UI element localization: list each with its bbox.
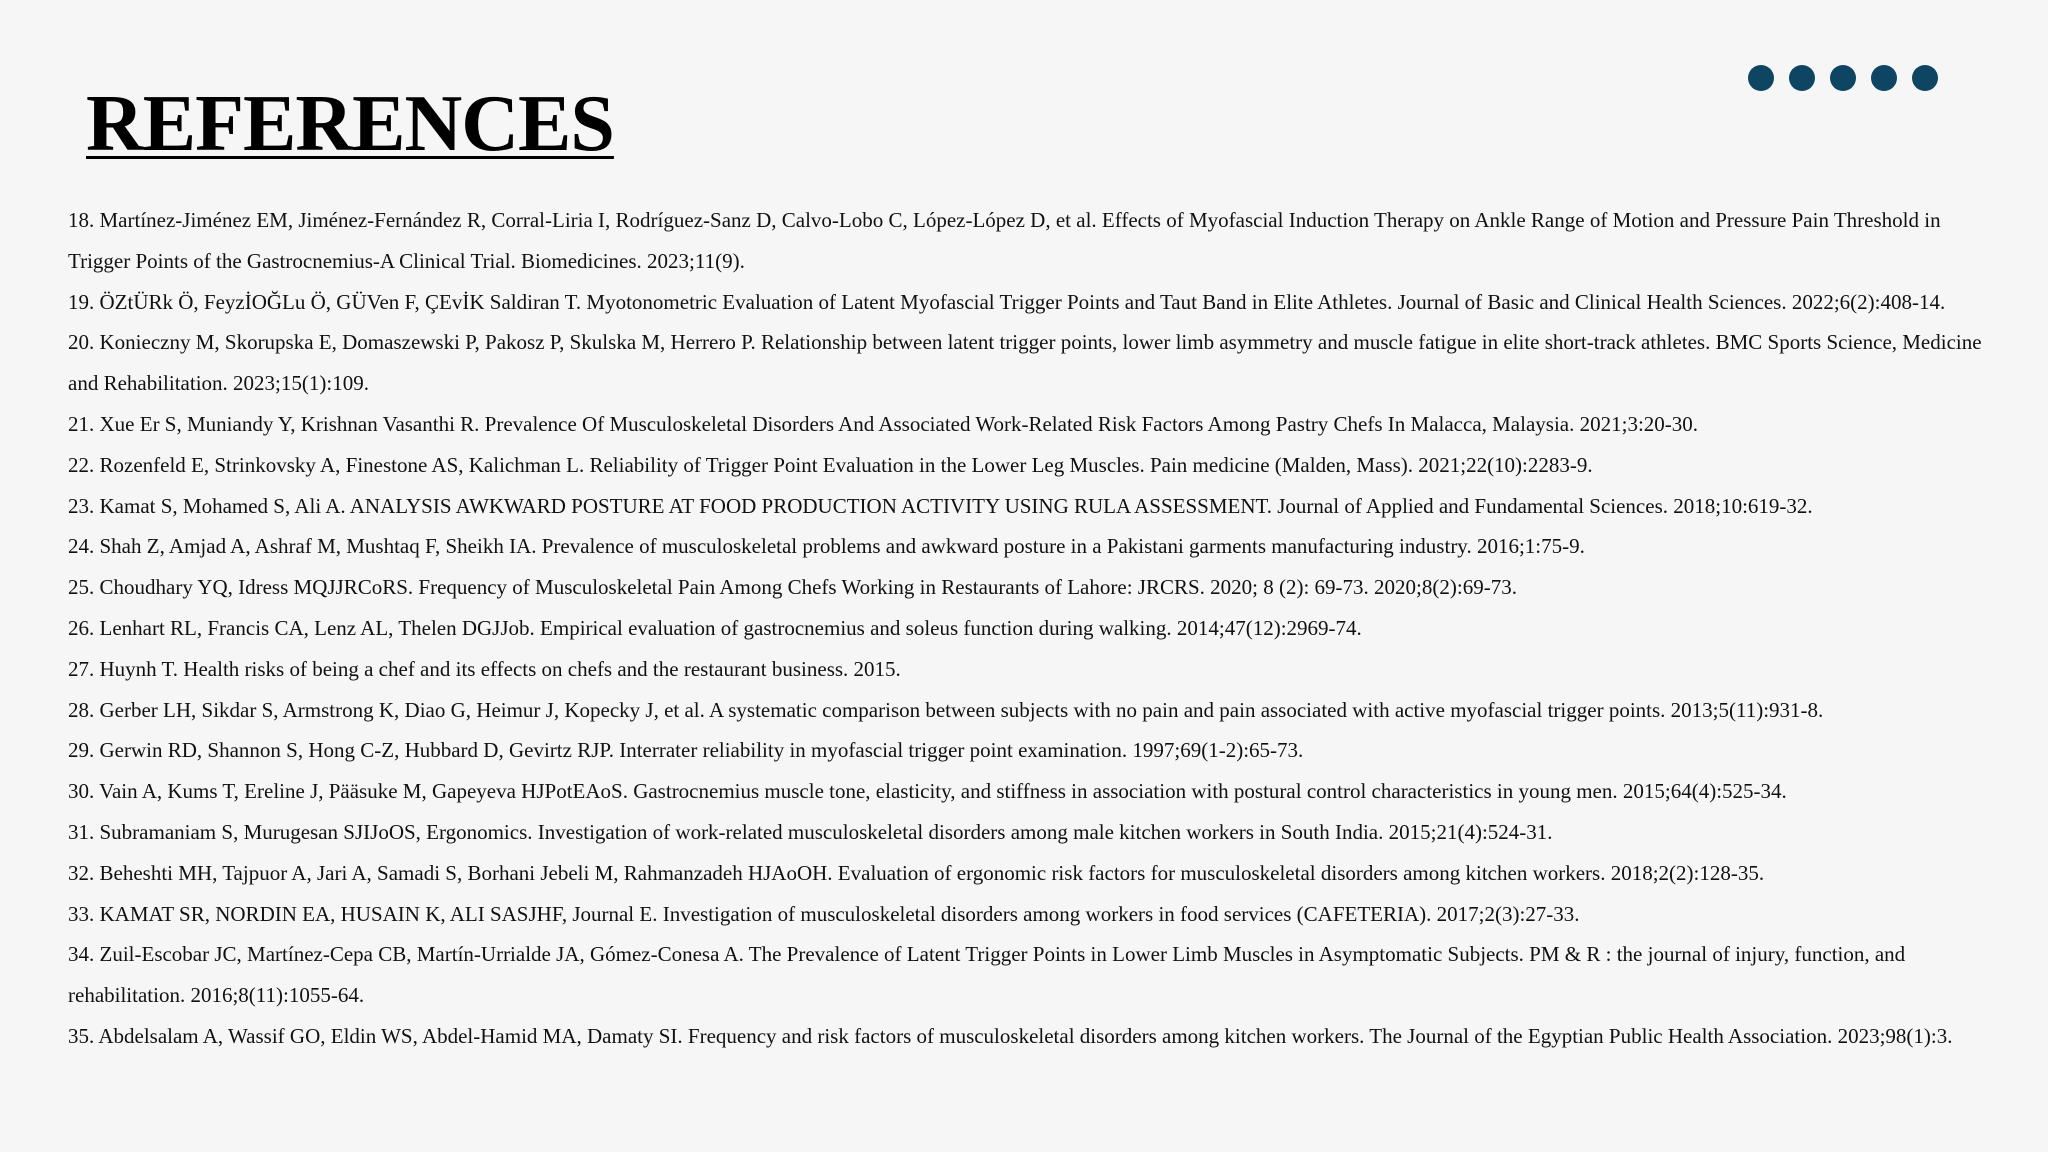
slide-nav-dots [1748, 65, 1938, 91]
reference-item-31: 31. Subramaniam S, Murugesan SJIJoOS, Ergonomics. Investigation of work-related musculoskeletal disorders among male kitchen workers in South India. 2015;21(4):524-31. [68, 819, 1553, 844]
reference-item-22: 22. Rozenfeld E, Strinkovsky A, Finestone AS, Kalichman L. Reliability of Trigger Point Evaluation in the Lower Leg Muscles. Pain medicine (Malden, Mass). 2021;22(10):2283-9. [68, 452, 1593, 477]
reference-item-30: 30. Vain A, Kums T, Ereline J, Pääsuke M, Gapeyeva HJPotEAoS. Gastrocnemius muscle tone, elasticity, and stiffness in association with postural control characteristics in young men. 2015;64(4):525-34. [68, 779, 1787, 804]
reference-item-27: 27. Huynh T. Health risks of being a chef and its effects on chefs and the restaurant business. 2015. [68, 656, 901, 681]
reference-item-21: 21. Xue Er S, Muniandy Y, Krishnan Vasanthi R. Prevalence Of Musculoskeletal Disorders And Associated Work-Related Risk Factors Among Pastry Chefs In Malacca, Malaysia. 2021;3:20-30. [68, 411, 1699, 436]
reference-item-24: 24. Shah Z, Amjad A, Ashraf M, Mushtaq F, Sheikh IA. Prevalence of musculoskeletal problems and awkward posture in a Pakistani garments manufacturing industry. 2016;1:75-9. [68, 534, 1585, 559]
reference-item-35: 35. Abdelsalam A, Wassif GO, Eldin WS, Abdel-Hamid MA, Damaty SI. Frequency and risk factors of musculoskeletal disorders among kitchen workers. The Journal of the Egyptian Public Health Association. 2023;98(1):3. [68, 1023, 1953, 1048]
nav-dot-1 [1748, 65, 1774, 91]
reference-item-25: 25. Choudhary YQ, Idress MQJJRCoRS. Frequency of Musculoskeletal Pain Among Chefs Working in Restaurants of Lahore: JRCRS. 2020; 8 (2): 69-73. 2020;8(2):69-73. [68, 575, 1517, 600]
nav-dot-2 [1789, 65, 1815, 91]
reference-item-33: 33. KAMAT SR, NORDIN EA, HUSAIN K, ALI SASJHF, Journal E. Investigation of musculoskeletal disorders among workers in food services (CAFETERIA). 2017;2(3):27-33. [68, 901, 1580, 926]
reference-item-34: 34. Zuil-Escobar JC, Martínez-Cepa CB, Martín-Urrialde JA, Gómez-Conesa A. The Prevalence of Latent Trigger Points in Lower Limb Muscles in Asymptomatic Subjects. PM & R : the journal of injury, function, and rehabilitation. 2016;8(11):1055-64. [68, 942, 1906, 1008]
reference-item-28: 28. Gerber LH, Sikdar S, Armstrong K, Diao G, Heimur J, Kopecky J, et al. A systematic comparison between subjects with no pain and pain associated with active myofascial trigger points. 2013;5(11):931-8. [68, 697, 1824, 722]
reference-item-20: 20. Konieczny M, Skorupska E, Domaszewski P, Pakosz P, Skulska M, Herrero P. Relationship between latent trigger points, lower limb asymmetry and muscle fatigue in elite short-track athletes. BMC Sports Science, Medicine and Rehabilitation. 2023;15(1):109. [68, 330, 1982, 396]
nav-dot-4 [1871, 65, 1897, 91]
reference-item-23: 23. Kamat S, Mohamed S, Ali A. ANALYSIS AWKWARD POSTURE AT FOOD PRODUCTION ACTIVITY USING RULA ASSESSMENT. Journal of Applied and Fundamental Sciences. 2018;10:619-32. [68, 493, 1813, 518]
reference-list [68, 200, 1988, 1057]
reference-item-29: 29. Gerwin RD, Shannon S, Hong C-Z, Hubbard D, Gevirtz RJP. Interrater reliability in myofascial trigger point examination. 1997;69(1-2):65-73. [68, 738, 1304, 763]
reference-item-19: 19. ÖZtÜRk Ö, FeyzİOĞLu Ö, GÜVen F, ÇEvİK Saldiran T. Myotonometric Evaluation of Latent Myofascial Trigger Points and Taut Band in Elite Athletes. Journal of Basic and Clinical Health Sciences. 2022;6(2):408-14. [68, 289, 1946, 314]
reference-item-32: 32. Beheshti MH, Tajpuor A, Jari A, Samadi S, Borhani Jebeli M, Rahmanzadeh HJAoOH. Evaluation of ergonomic risk factors for musculoskeletal disorders among kitchen workers. 2018;2(2):128-35. [68, 860, 1765, 885]
nav-dot-5 [1912, 65, 1938, 91]
reference-item-18: 18. Martínez-Jiménez EM, Jiménez-Fernández R, Corral-Liria I, Rodríguez-Sanz D, Calvo-Lobo C, López-López D, et al. Effects of Myofascial Induction Therapy on Ankle Range of Motion and Pressure Pain Threshold in Trigger Points of the Gastrocnemius-A Clinical Trial. Biomedicines. 2023;11(9). [68, 208, 1941, 273]
reference-item-26: 26. Lenhart RL, Francis CA, Lenz AL, Thelen DGJJob. Empirical evaluation of gastrocnemius and soleus function during walking. 2014;47(12):2969-74. [68, 615, 1362, 640]
nav-dot-3 [1830, 65, 1856, 91]
page-title: REFERENCES [86, 80, 614, 168]
